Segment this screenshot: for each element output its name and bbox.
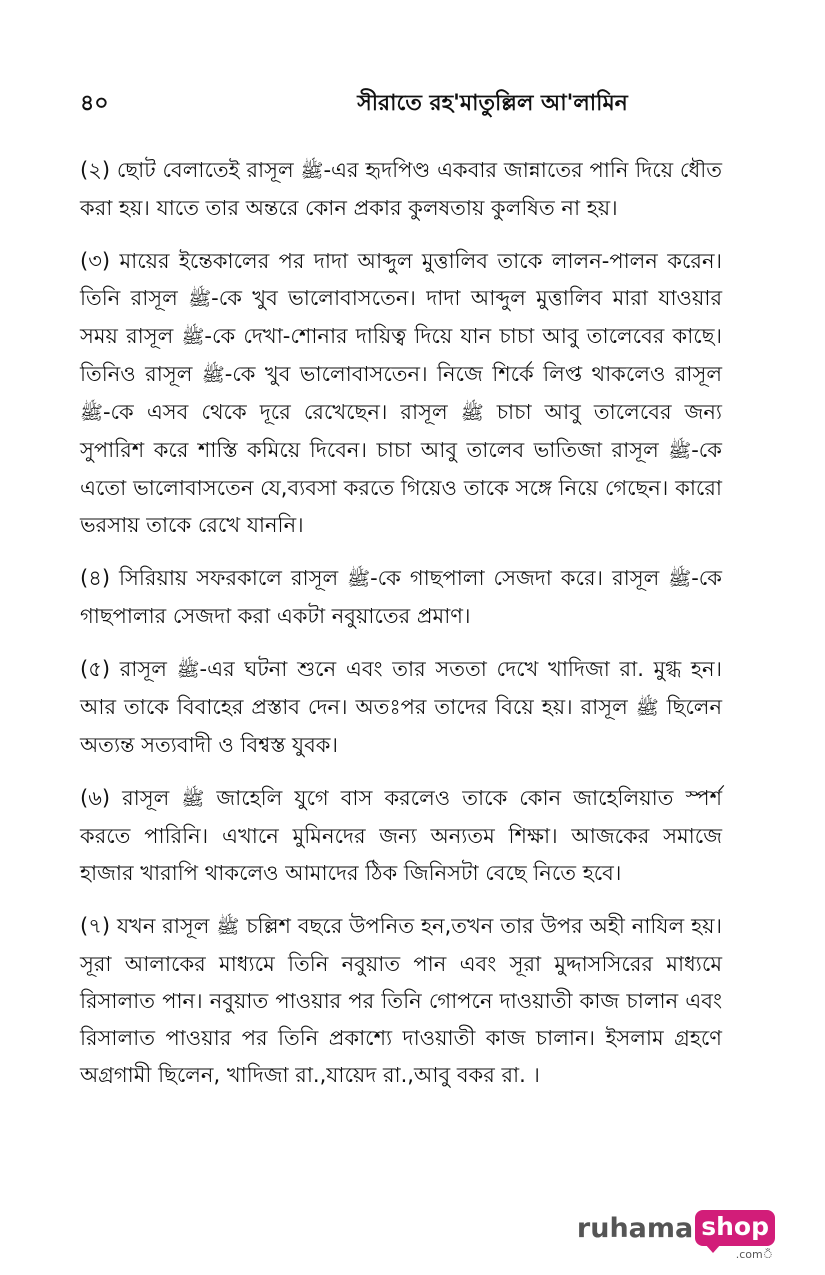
text-segment: চাচা আবু তালেবের জন্য সুপারিশ করে শাস্তি কমিয়ে দিবেন। চাচা আবু তালেব ভাতিজা রাসূল (80, 400, 722, 462)
paragraph-6 (80, 780, 722, 892)
ruhamashop-logo (577, 1210, 775, 1264)
salawat-symbol: ﷺ (635, 697, 659, 719)
text-segment: চল্লিশ বছরে উপনিত হন,তখন তার উপর অহী নাযিল হয়। সূরা আলাকের মাধ্যমে তিনি নবুয়াত পান এবং সূরা মুদ্দাসসিরের মাধ্যমে রিসালাত পান। নবুয়াত পাওয়ার পর তিনি গোপনে দাওয়াতী কাজ চালান এবং রিসালাত পাওয়ার পর তিনি প্রকাশ্যে দাওয়াতী কাজ চালান। ইসলাম গ্রহণে অগ্রগামী ছিলেন, খাদিজা রা.,যায়েদ রা.,আবু বকর রা. । (80, 914, 722, 1087)
text-segment: ছিলেন অত্যন্ত সত্যবাদী ও বিশ্বস্ত যুবক। (80, 695, 722, 757)
text-segment: -এর হৃদপিণ্ড একবার জান্নাতের পানি দিয়ে ধৌত করা হয়। যাতে তার অন্তরে কোন প্রকার কুলষতায় কুলষিত না হয়। (80, 158, 722, 220)
text-segment: (৪) সিরিয়ায় সফরকালে রাসূল (80, 566, 348, 590)
text-segment: -কে দেখা-শোনার দায়িত্ব দিয়ে যান চাচা আবু তালেবের কাছে। তিনিও রাসূল (80, 324, 722, 386)
text-segment: -কে গাছপালার সেজদা করা একটা নবুয়াতের প্রমাণ। (80, 566, 722, 628)
salawat-symbol: ﷺ (668, 568, 692, 590)
text-segment: (৬) রাসূল (80, 786, 182, 810)
body-text (80, 152, 722, 1110)
logo-badge: shop (695, 1210, 775, 1246)
paragraph-7 (80, 908, 722, 1094)
text-segment: -কে খুব ভালোবাসতেন। দাদা আব্দুল মুত্তালিব মারা যাওয়ার সময় রাসূল (80, 286, 722, 348)
salawat-symbol: ﷺ (188, 288, 212, 310)
salawat-symbol: ﷺ (347, 568, 371, 590)
running-title: সীরাতে রহ'মাতুল্লিল আ'লামিন (357, 91, 628, 116)
paragraph-5 (80, 651, 722, 764)
salawat-symbol: ﷺ (181, 326, 205, 348)
salawat-symbol: ﷺ (216, 916, 240, 938)
text-segment: জাহেলি যুগে বাস করলেও তাকে কোন জাহেলিয়াত স্পর্শ করতে পারিনি। এখানে মুমিনদের জন্য অন্যতম শিক্ষা। আজকের সমাজে হাজার খারাপি থাকলেও আমাদের ঠিক জিনিসটা বেছে নিতে হবে। (80, 786, 722, 885)
salawat-symbol: ﷺ (668, 440, 692, 462)
paragraph-2 (80, 152, 722, 227)
logo-domain: .comঁ (735, 1248, 773, 1261)
text-segment: -কে এতো ভালোবাসতেন যে,ব্যবসা করতে গিয়েও তাকে সঙ্গে নিয়ে গেছেন। কারো ভরসায় তাকে রেখে যাননি। (80, 438, 722, 537)
logo-badge-wrap (695, 1210, 775, 1261)
salawat-symbol: ﷺ (300, 160, 324, 182)
salawat-symbol: ﷺ (201, 364, 225, 386)
salawat-symbol: ﷺ (181, 788, 205, 810)
page-number: ৪০ (80, 91, 109, 116)
text-segment: (৭) যখন রাসূল (80, 914, 217, 938)
speech-bubble-tail-icon (705, 1244, 721, 1253)
text-segment: -কে গাছপালা সেজদা করে। রাসূল (370, 566, 669, 590)
text-segment: -এর ঘটনা শুনে এবং তার সততা দেখে খাদিজা রা. মুগ্ধ হন। আর তাকে বিবাহের প্রস্তাব দেন। অতঃপর তাদের বিয়ে হয়। রাসূল (80, 657, 722, 719)
paragraph-3 (80, 243, 722, 544)
text-segment: (৫) রাসূল (80, 657, 177, 681)
text-segment: -কে খুব ভালোবাসতেন। নিজে শির্কে লিপ্ত থাকলেও রাসূল (224, 362, 722, 386)
salawat-symbol: ﷺ (80, 402, 103, 424)
logo-word: ruhama (576, 1213, 694, 1244)
salawat-symbol: ﷺ (460, 402, 484, 424)
text-segment: -কে এসব থেকে দূরে রেখেছেন। রাসূল (102, 400, 461, 424)
text-segment: (২) ছোট বেলাতেই রাসূল (80, 158, 301, 182)
paragraph-4 (80, 560, 722, 635)
salawat-symbol: ﷺ (176, 659, 200, 681)
text-segment: (৩) মায়ের ইন্তেকালের পর দাদা আব্দুল মুত্তালিব তাকে লালন-পালন করেন। তিনি রাসূল (80, 249, 722, 310)
